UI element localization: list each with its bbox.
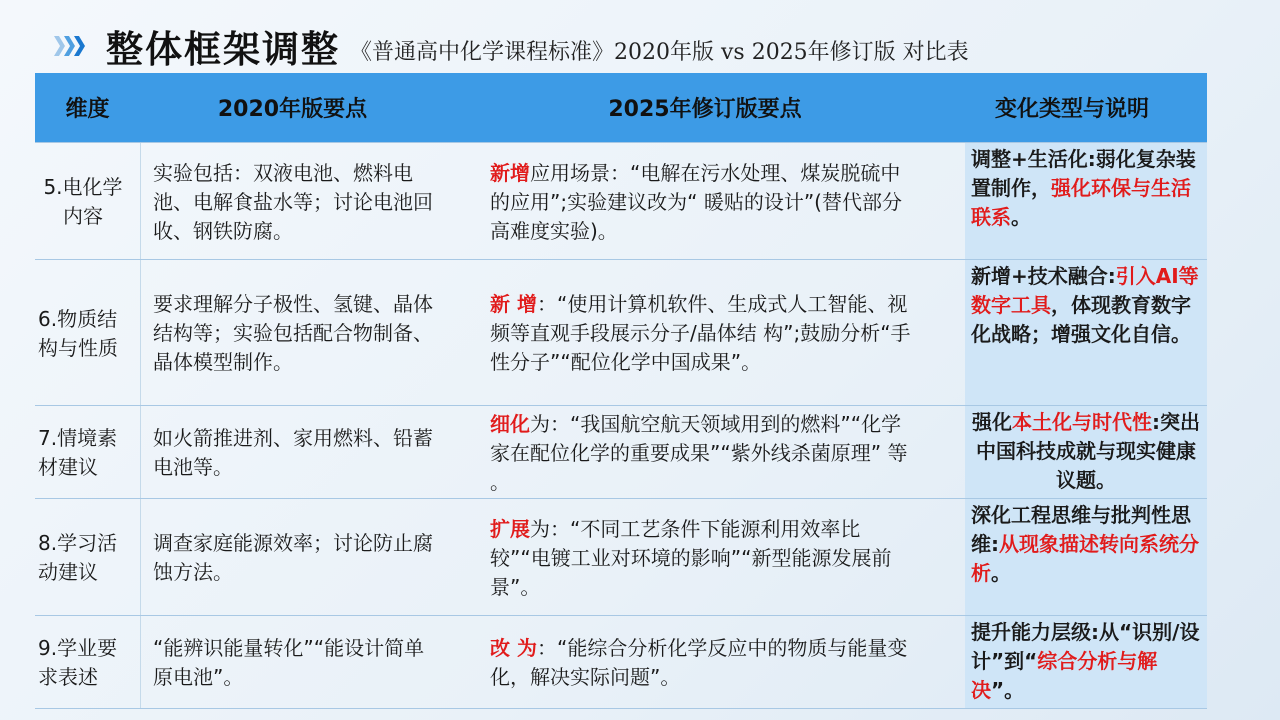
- cell-2020: 调查家庭能源效率；讨论防止腐蚀方法。: [140, 499, 445, 615]
- cell-2025: 新 增：“使用计算机软件、生成式人工智能、视频等直观手段展示分子/晶体结 构”;鼓励分析“手性分子”“配位化学中国成果”。: [490, 292, 911, 374]
- cell-dimension: 5.电化学内容: [43, 175, 123, 228]
- cell-2020: 如火箭推进剂、家用燃料、铅蓄电池等。: [140, 406, 445, 498]
- cell-2020: 要求理解分子极性、氢键、晶体结构等；实验包括配合物制备、晶体模型制作。: [140, 260, 445, 405]
- cell-2025: 改 为：“能综合分析化学反应中的物质与能量变化，解决实际问题”。: [490, 636, 908, 689]
- cell-2025: 细化为：“我国航空航天领域用到的燃料”“化学家在配位化学的重要成果”“紫外线杀菌原理” 等 。: [490, 411, 908, 494]
- cell-dimension: 8.学习活动建议: [38, 531, 118, 584]
- slide-title-bar: [50, 18, 1270, 74]
- page-title: 整体框架调整: [106, 27, 340, 71]
- cell-dimension: 6.物质结构与性质: [38, 306, 118, 360]
- cell-dimension: 9.学业要求表述: [38, 636, 118, 689]
- change-tag: 新增: [490, 160, 530, 185]
- cell-change: 深化工程思维与批判性思维:从现象描述转向系统分析。: [965, 499, 1207, 615]
- change-tag: 新 增: [490, 292, 537, 316]
- cell-change: 调整+生活化:弱化复杂装置制作，强化环保与生活联系。: [965, 143, 1207, 259]
- cell-change: 强化本土化与时代性:突出中国科技成就与现实健康议题。: [965, 406, 1207, 498]
- cell-change: 提升能力层级:从“识别/设计”到“综合分析与解决”。: [965, 616, 1207, 708]
- table-row: [35, 259, 1207, 405]
- table-header: [35, 73, 1207, 142]
- table-row: [35, 142, 1207, 259]
- cell-change: 新增+技术融合:引入AI等数字工具，体现教育数字化战略；增强文化自信。: [965, 260, 1207, 405]
- change-tag: 扩展: [490, 516, 530, 541]
- header-2025: 2025年修订版要点: [608, 97, 802, 122]
- header-2020: 2020年版要点: [217, 97, 368, 122]
- page-subtitle: 《普通高中化学课程标准》2020年版 vs 2025年修订版 对比表: [350, 39, 969, 65]
- table-row: [35, 498, 1207, 615]
- comparison-table: [35, 73, 1207, 709]
- table-row: [35, 615, 1207, 709]
- cell-2025: 新增应用场景：“电解在污水处理、煤炭脱硫中的应用”;实验建议改为“ 暖贴的设计”(替代部分高难度实验)。: [490, 160, 902, 243]
- change-tag: 改 为: [490, 636, 537, 660]
- change-tag: 细化: [490, 411, 530, 436]
- header-dimension: 维度: [65, 97, 110, 122]
- header-change: 变化类型与说明: [995, 97, 1150, 122]
- chevron-arrows-icon: [54, 36, 84, 56]
- cell-dimension: 7.情境素材建议: [38, 426, 118, 479]
- cell-2025: 扩展为：“不同工艺条件下能源利用效率比较”“电镀工业对环境的影响”“新型能源发展前景”。: [490, 516, 892, 599]
- table-row: [35, 405, 1207, 498]
- cell-2020: 实验包括：双液电池、燃料电池、电解食盐水等；讨论电池回收、钢铁防腐。: [140, 143, 445, 259]
- cell-2020: “能辨识能量转化”“能设计简单原电池”。: [140, 616, 445, 708]
